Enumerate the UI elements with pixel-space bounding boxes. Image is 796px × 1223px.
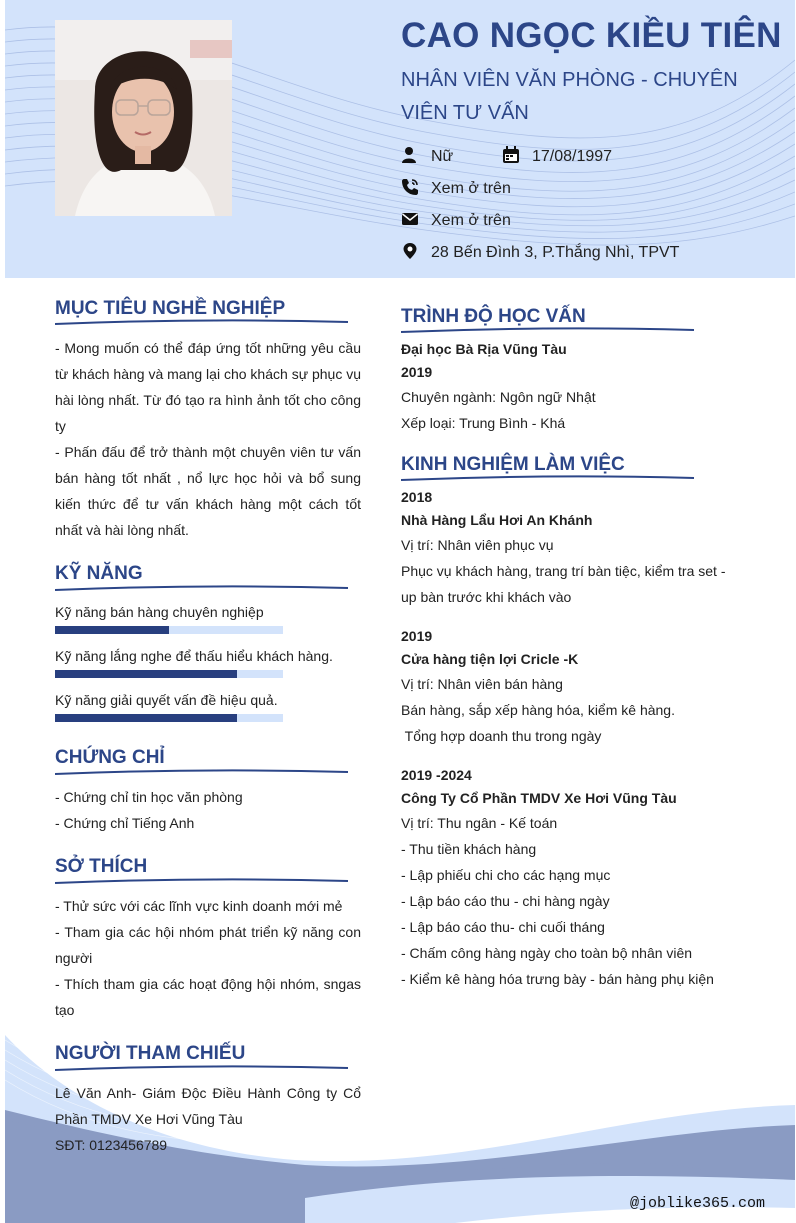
address-value: 28 Bến Đình 3, P.Thắng Nhì, TPVT <box>431 244 680 261</box>
job-year: 2019 -2024 <box>401 767 472 783</box>
phone-icon <box>401 178 419 196</box>
phone-value: Xem ở trên <box>431 180 511 197</box>
section-underline <box>55 1064 355 1072</box>
cv-page <box>5 0 795 1223</box>
skill-bar-fill <box>55 626 169 634</box>
skill-label: Kỹ năng giải quyết vấn đề hiệu quả. <box>55 692 278 708</box>
candidate-title: NHÂN VIÊN VĂN PHÒNG - CHUYÊN VIÊN TƯ VẤN <box>401 69 738 124</box>
certificates-heading: CHỨNG CHỈ <box>55 747 165 768</box>
watermark-text: @joblike365.com <box>629 1195 765 1212</box>
person-icon <box>401 146 419 164</box>
location-pin-icon <box>401 242 419 260</box>
job-detail: - Lập phiếu chi cho các hạng mục <box>401 867 611 883</box>
education-school: Đại học Bà Rịa Vũng Tàu <box>401 341 567 357</box>
job-detail: Phục vụ khách hàng, trang trí bàn tiệc, kiểm tra set - up bàn trước khi khách vào <box>401 563 726 605</box>
email-value: Xem ở trên <box>431 212 511 229</box>
section-underline <box>401 474 701 482</box>
candidate-name: CAO NGỌC KIỀU TIÊN <box>401 16 782 55</box>
education-grade: Xếp loại: Trung Bình - Khá <box>401 415 566 431</box>
skill-bar <box>55 714 283 722</box>
section-underline <box>55 877 355 885</box>
skill-bar <box>55 626 283 634</box>
job-year: 2019 <box>401 628 433 644</box>
job-company: Công Ty Cổ Phần TMDV Xe Hơi Vũng Tàu <box>401 790 677 806</box>
references-heading: NGƯỜI THAM CHIẾU <box>55 1043 246 1064</box>
section-underline <box>55 768 355 776</box>
job-position: Vị trí: Nhân viên bán hàng <box>401 676 563 692</box>
job-detail: - Lập báo cáo thu - chi hàng ngày <box>401 893 610 909</box>
job-detail: Tổng hợp doanh thu trong ngày <box>401 728 602 744</box>
objective-heading: MỤC TIÊU NGHỀ NGHIỆP <box>55 298 286 319</box>
section-underline <box>401 326 701 334</box>
job-position: Vị trí: Nhân viên phục vụ <box>401 537 554 553</box>
skill-label: Kỹ năng lắng nghe để thấu hiểu khách hàng. <box>55 648 333 664</box>
job-detail: - Thu tiền khách hàng <box>401 841 537 857</box>
experience-heading: KINH NGHIỆM LÀM VIỆC <box>401 454 625 475</box>
skill-bar-fill <box>55 670 237 678</box>
profile-photo <box>55 20 232 216</box>
hobbies-heading: SỞ THÍCH <box>55 856 148 877</box>
certificate-item: - Chứng chỉ tin học văn phòng <box>55 789 243 805</box>
job-detail: - Chấm công hàng ngày cho toàn bộ nhân viên <box>401 945 693 961</box>
envelope-icon <box>401 210 419 228</box>
section-underline <box>55 584 355 592</box>
job-position: Vị trí: Thu ngân - Kế toán <box>401 815 558 831</box>
reference-phone: SĐT: 0123456789 <box>55 1137 168 1153</box>
gender-row <box>401 146 453 166</box>
job-company: Cửa hàng tiện lợi Cricle -K <box>401 651 579 667</box>
address-row <box>401 242 679 262</box>
objective-paragraph-1: - Mong muốn có thể đáp ứng tốt những yêu cầu từ khách hàng và mang lại cho khách sự phục vụ hài lòng nhất. Từ đó tạo ra hình ảnh tốt cho công ty <box>55 340 361 434</box>
objective-paragraph-2: - Phấn đấu để trở thành một chuyên viên tư vấn bán hàng tốt nhất , nổ lực học hỏi và bổ sung kiến thức để tư vấn khách hàng một cách tốt nhất và hài lòng nhất. <box>55 444 361 538</box>
certificate-item: - Chứng chỉ Tiếng Anh <box>55 815 195 831</box>
education-heading: TRÌNH ĐỘ HỌC VẤN <box>401 306 586 327</box>
job-detail: - Lập báo cáo thu- chi cuối tháng <box>401 919 605 935</box>
job-company: Nhà Hàng Lẩu Hơi An Khánh <box>401 512 593 528</box>
skills-heading: KỸ NĂNG <box>55 563 143 584</box>
hobby-item: - Tham gia các hội nhóm phát triển kỹ năng con người <box>55 924 361 966</box>
education-major: Chuyên ngành: Ngôn ngữ Nhật <box>401 389 596 405</box>
job-year: 2018 <box>401 489 433 505</box>
birthdate-row <box>502 146 612 166</box>
job-detail: - Kiểm kê hàng hóa trưng bày - bán hàng phụ kiện <box>401 971 714 987</box>
section-underline <box>55 318 355 326</box>
phone-row <box>401 178 511 198</box>
skill-bar-fill <box>55 714 237 722</box>
birthdate-value: 17/08/1997 <box>532 148 613 165</box>
job-detail: Bán hàng, sắp xếp hàng hóa, kiểm kê hàng. <box>401 702 675 718</box>
hobby-item: - Thích tham gia các hoạt động hội nhóm, sngas tạo <box>55 976 361 1018</box>
skill-bar <box>55 670 283 678</box>
email-row <box>401 210 511 230</box>
education-year: 2019 <box>401 364 433 380</box>
gender-value: Nữ <box>431 148 454 165</box>
calendar-icon <box>502 146 520 164</box>
skill-label: Kỹ năng bán hàng chuyên nghiệp <box>55 604 264 620</box>
reference-person: Lê Văn Anh- Giám Độc Điều Hành Công ty Cổ Phần TMDV Xe Hơi Vũng Tàu <box>55 1085 361 1127</box>
hobby-item: - Thử sức với các lĩnh vực kinh doanh mới mẻ <box>55 898 343 914</box>
